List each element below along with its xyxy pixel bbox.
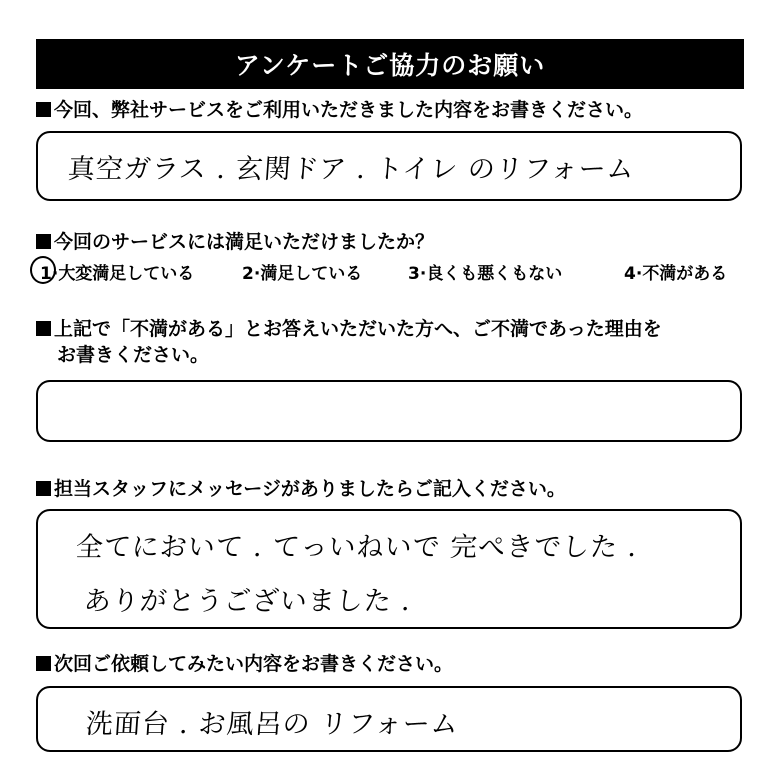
question-1-text: 今回、弊社サービスをご利用いただきました内容をお書きください。 bbox=[54, 99, 644, 121]
bullet-square-icon bbox=[36, 321, 51, 336]
question-3-text-line2: お書きください。 bbox=[57, 344, 210, 366]
answer-4-handwriting-line1: 全てにおいて . てっいねいで 完ぺきでした . bbox=[74, 532, 639, 563]
option-3-label: 良くも悪くもない bbox=[426, 264, 563, 284]
question-2-text: 今回のサービスには満足いただけましたか？ bbox=[54, 231, 435, 253]
option-1[interactable]: 1·大変満足している bbox=[40, 264, 195, 284]
question-1 bbox=[36, 97, 643, 123]
question-5 bbox=[36, 651, 453, 677]
option-4-label: 不満がある bbox=[642, 264, 728, 284]
option-3[interactable]: 3·良くも悪くもない bbox=[408, 264, 563, 284]
bullet-square-icon bbox=[36, 234, 51, 249]
question-3-text-line1: 上記で「不満がある」とお答えいただいた方へ、ご不満であった理由を bbox=[54, 318, 662, 340]
answer-box-4[interactable] bbox=[36, 509, 742, 629]
bullet-square-icon bbox=[36, 481, 51, 496]
survey-title: アンケートご協力のお願い bbox=[36, 39, 744, 89]
answer-4-handwriting-line2: ありがとうございました . bbox=[82, 586, 413, 617]
satisfaction-options bbox=[34, 257, 746, 285]
question-5-text: 次回ご依頼してみたい内容をお書きください。 bbox=[54, 653, 454, 675]
option-2[interactable]: 2·満足している bbox=[242, 264, 363, 284]
question-4 bbox=[36, 476, 566, 502]
bullet-square-icon bbox=[36, 656, 51, 671]
answer-box-5[interactable] bbox=[36, 686, 742, 752]
bullet-square-icon bbox=[36, 102, 51, 117]
question-4-text: 担当スタッフにメッセージがありましたらご記入ください。 bbox=[54, 478, 566, 500]
question-2 bbox=[36, 229, 434, 255]
answer-5-handwriting: 洗面台 . お風呂の リフォーム bbox=[84, 709, 460, 740]
answer-box-1[interactable] bbox=[36, 131, 742, 201]
option-2-label: 満足している bbox=[260, 264, 363, 284]
option-4[interactable]: 4·不満がある bbox=[624, 264, 728, 284]
answer-1-handwriting: 真空ガラス . 玄関ドア . トイレ のリフォーム bbox=[66, 154, 636, 185]
option-1-label: 大変満足している bbox=[58, 264, 195, 284]
question-3 bbox=[36, 316, 662, 368]
answer-box-3[interactable] bbox=[36, 380, 742, 442]
